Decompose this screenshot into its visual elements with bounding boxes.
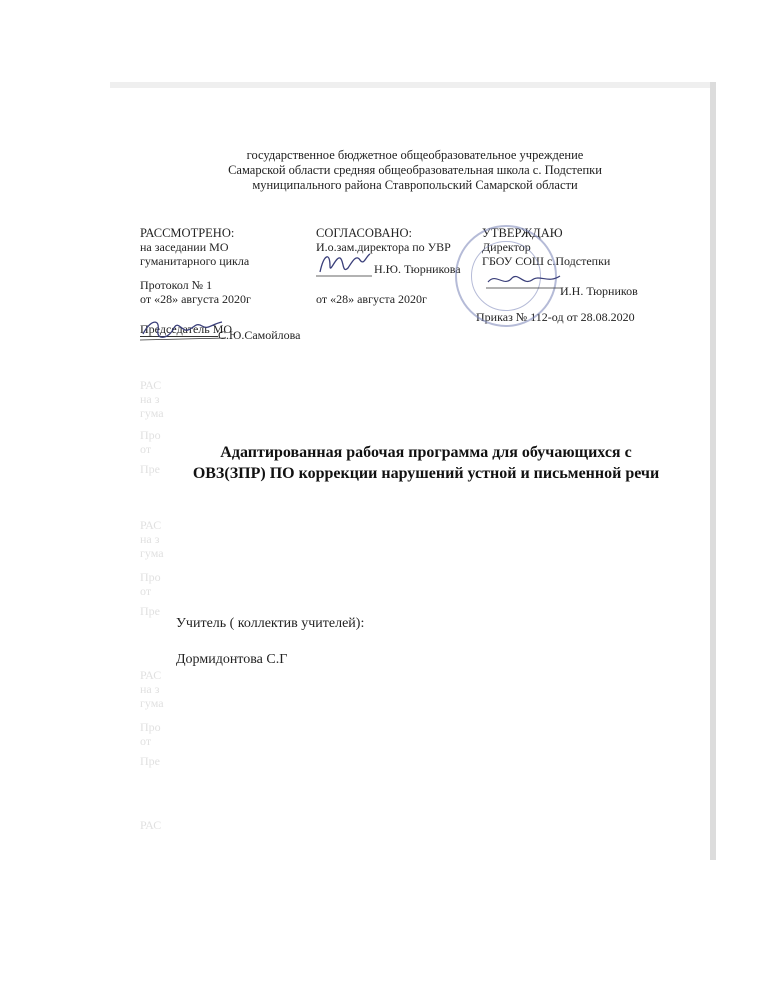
approved-line-2: ГБОУ СОШ с.Подстепки bbox=[482, 254, 611, 268]
program-title-line-1: Адаптированная рабочая программа для обучающихся с bbox=[220, 444, 632, 461]
bleed-through-text: Про от bbox=[140, 570, 161, 598]
header-line-1: государственное бюджетное общеобразовательное учреждение bbox=[246, 148, 584, 162]
agreed-line-1: И.о.зам.директора по УВР bbox=[316, 240, 451, 254]
bleed-through-text: Пре bbox=[140, 754, 160, 768]
reviewed-line-1: на заседании МО bbox=[140, 240, 229, 254]
header-line-3: муниципального района Ставропольский Самарской области bbox=[252, 178, 578, 192]
bleed-through-text: Про от bbox=[140, 428, 161, 456]
approved-order: Приказ № 112-од от 28.08.2020 bbox=[476, 310, 635, 324]
program-title bbox=[176, 442, 676, 484]
agreed-signature bbox=[314, 248, 374, 282]
chair-signature bbox=[138, 312, 228, 348]
chair-label: Председатель МО bbox=[140, 322, 233, 336]
bleed-through-text: РАС на з гума bbox=[140, 518, 164, 560]
approved-line-1: Директор bbox=[482, 240, 531, 254]
agreed-date: от «28» августа 2020г bbox=[316, 292, 427, 306]
approved-name: И.Н. Тюрников bbox=[560, 284, 638, 298]
bleed-through-text: РАС на з гума bbox=[140, 378, 164, 420]
school-header bbox=[205, 148, 625, 193]
reviewed-title: РАССМОТРЕНО: bbox=[140, 226, 235, 240]
bleed-through-text: Пре bbox=[140, 604, 160, 618]
bleed-through-text: Пре bbox=[140, 462, 160, 476]
reviewed-line-2: гуманитарного цикла bbox=[140, 254, 250, 268]
agreed-title: СОГЛАСОВАНО: bbox=[316, 226, 413, 240]
bleed-through-text: Про от bbox=[140, 720, 161, 748]
agreed-name: Н.Ю. Тюрникова bbox=[374, 262, 461, 276]
reviewed-date: от «28» августа 2020г bbox=[140, 292, 251, 306]
bleed-through-text: РАС bbox=[140, 818, 162, 832]
bleed-through-text: РАС на з гума bbox=[140, 668, 164, 710]
protocol-number: Протокол № 1 bbox=[140, 278, 213, 292]
director-signature bbox=[484, 268, 564, 292]
program-title-line-2: ОВЗ(ЗПР) ПО коррекции нарушений устной и письменной речи bbox=[192, 465, 660, 482]
chair-name-text: С.Ю.Самойлова bbox=[218, 328, 301, 342]
header-line-2: Самарской области средняя общеобразовательная школа с. Подстепки bbox=[228, 163, 602, 177]
approved-title: УТВЕРЖДАЮ bbox=[482, 226, 563, 240]
teacher-label: Учитель ( коллектив учителей): bbox=[176, 616, 365, 631]
teacher-name: Дормидонтова С.Г bbox=[176, 652, 288, 667]
